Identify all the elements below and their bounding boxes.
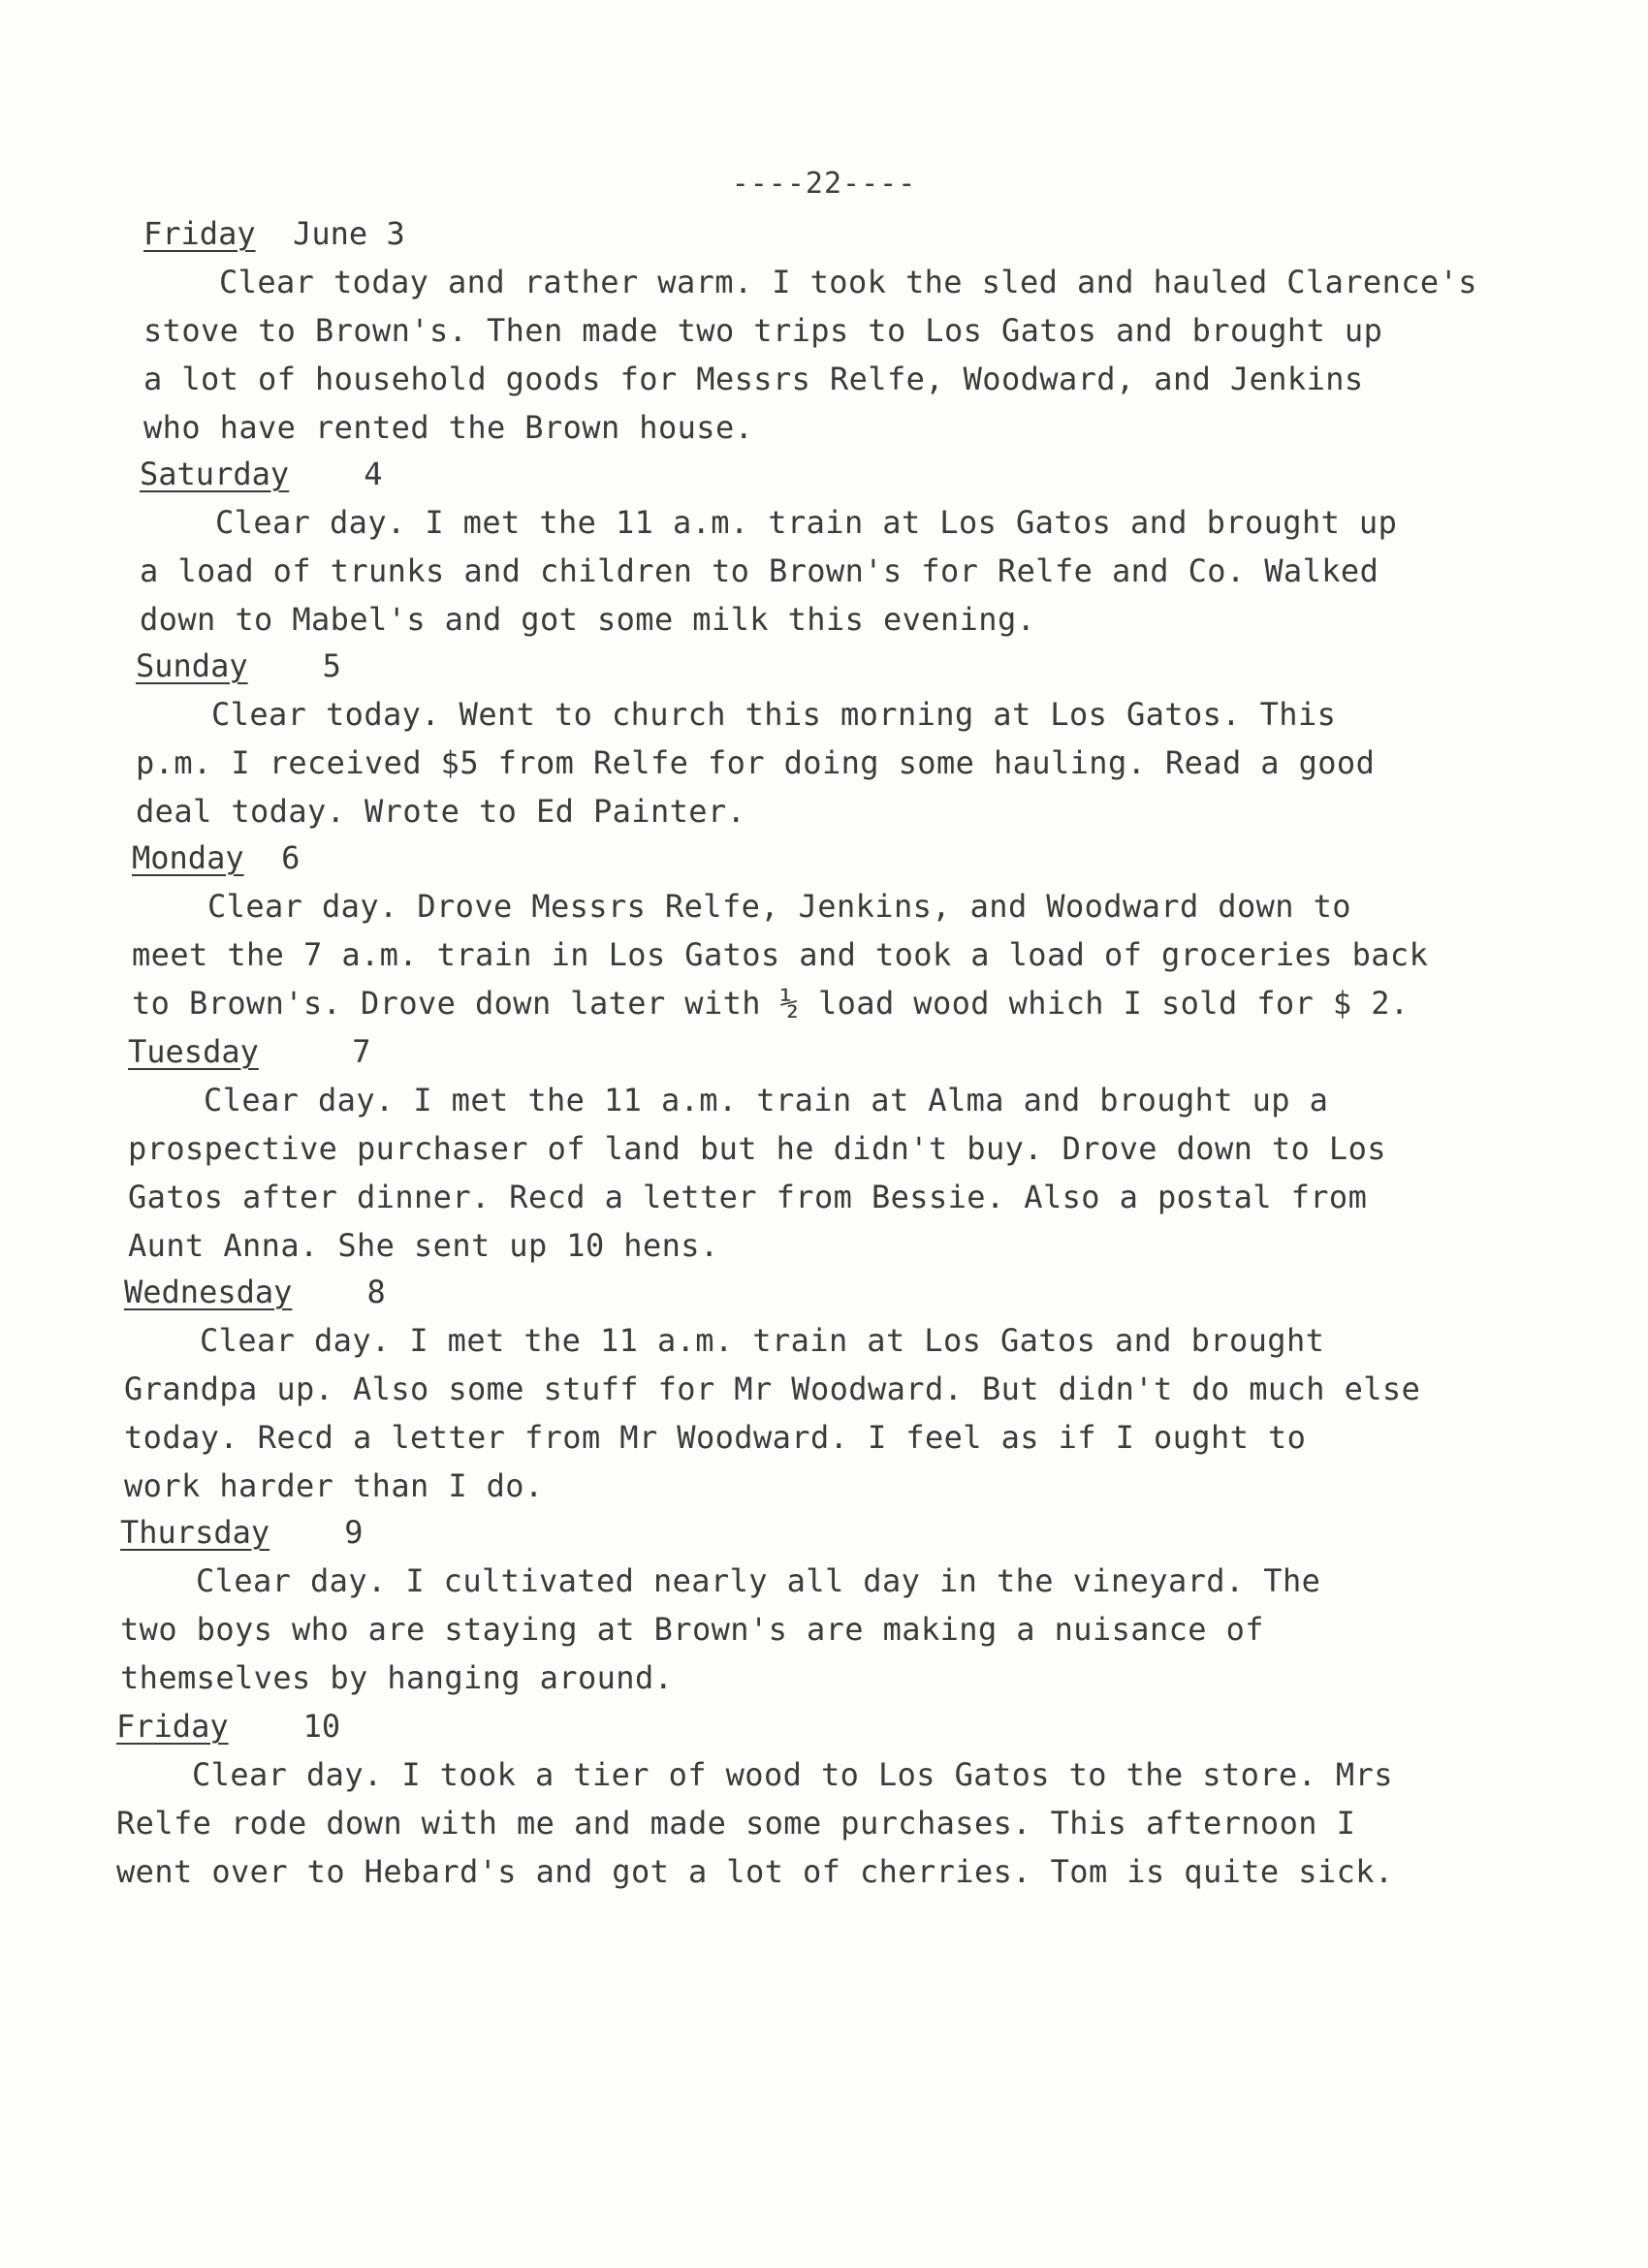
entry-line: to Brown's. Drove down later with ½ load wood which I sold for $ 2. [132, 985, 1410, 1022]
entry-line: deal today. Wrote to Ed Painter. [136, 793, 746, 830]
entry-line: Aunt Anna. She sent up 10 hens. [128, 1227, 719, 1264]
entry-header [132, 839, 300, 876]
entry-header [116, 1708, 340, 1745]
entry-header [136, 647, 341, 684]
entry-day: Sunday [136, 647, 248, 684]
entry-line: who have rented the Brown house. [143, 409, 754, 446]
entry-line: down to Mabel's and got some milk this evening. [140, 601, 1036, 638]
entry-line: themselves by hanging around. [120, 1659, 674, 1696]
entry-day: Saturday [140, 456, 290, 492]
entry-header [140, 456, 382, 492]
entry-line: Clear day. I cultivated nearly all day in the vineyard. The [196, 1562, 1321, 1599]
entry-date: 7 [352, 1033, 371, 1070]
page-number: ----22---- [731, 167, 917, 201]
entry-header [120, 1514, 363, 1551]
entry-line: Grandpa up. Also some stuff for Mr Woodward. But didn't do much else [124, 1370, 1421, 1407]
entry-day: Thursday [120, 1514, 270, 1551]
entry-line: today. Recd a letter from Mr Woodward. I feel as if I ought to [124, 1419, 1307, 1456]
entry-day: Friday [143, 215, 256, 252]
entry-date: 4 [364, 456, 383, 492]
entry-line: Clear day. I met the 11 a.m. train at Los Gatos and brought up [215, 504, 1398, 541]
entry-day: Friday [116, 1708, 229, 1745]
entry-date: 8 [366, 1274, 386, 1310]
entry-line: work harder than I do. [124, 1467, 544, 1504]
entry-date: 6 [281, 839, 301, 876]
entry-date: June 3 [293, 215, 405, 252]
entry-line: Gatos after dinner. Recd a letter from Bessie. Also a postal from [128, 1179, 1368, 1215]
entry-line: Clear day. I met the 11 a.m. train at Alma and brought up a [204, 1082, 1329, 1118]
entry-header [124, 1274, 386, 1310]
entry-day: Wednesday [124, 1274, 293, 1310]
entry-day: Tuesday [128, 1033, 259, 1070]
entry-line: Clear day. I took a tier of wood to Los Gatos to the store. Mrs [192, 1756, 1393, 1793]
entry-day: Monday [132, 839, 244, 876]
entry-line: Clear today and rather warm. I took the sled and hauled Clarence's [219, 264, 1477, 300]
entry-line: meet the 7 a.m. train in Los Gatos and took a load of groceries back [132, 936, 1429, 973]
entry-date: 9 [344, 1514, 364, 1551]
entry-line: Clear day. Drove Messrs Relfe, Jenkins, and Woodward down to [207, 888, 1351, 925]
entry-date: 5 [322, 647, 341, 684]
entry-line: two boys who are staying at Brown's are making a nuisance of [120, 1611, 1264, 1648]
entry-header [128, 1033, 370, 1070]
entry-line: p.m. I received $5 from Relfe for doing some hauling. Read a good [136, 744, 1376, 781]
entry-line: a load of trunks and children to Brown's for Relfe and Co. Walked [140, 552, 1379, 589]
entry-date: 10 [302, 1708, 341, 1745]
entry-line: stove to Brown's. Then made two trips to Los Gatos and brought up [143, 312, 1383, 349]
entry-line: prospective purchaser of land but he didn't buy. Drove down to Los [128, 1130, 1386, 1167]
entry-line: Clear today. Went to church this morning at Los Gatos. This [211, 696, 1337, 733]
entry-header [143, 215, 405, 252]
entry-line: a lot of household goods for Messrs Relfe, Woodward, and Jenkins [143, 361, 1364, 397]
entry-line: Clear day. I met the 11 a.m. train at Los Gatos and brought [200, 1322, 1325, 1359]
entry-line: Relfe rode down with me and made some purchases. This afternoon I [116, 1805, 1356, 1842]
entry-line: went over to Hebard's and got a lot of cherries. Tom is quite sick. [116, 1853, 1394, 1890]
